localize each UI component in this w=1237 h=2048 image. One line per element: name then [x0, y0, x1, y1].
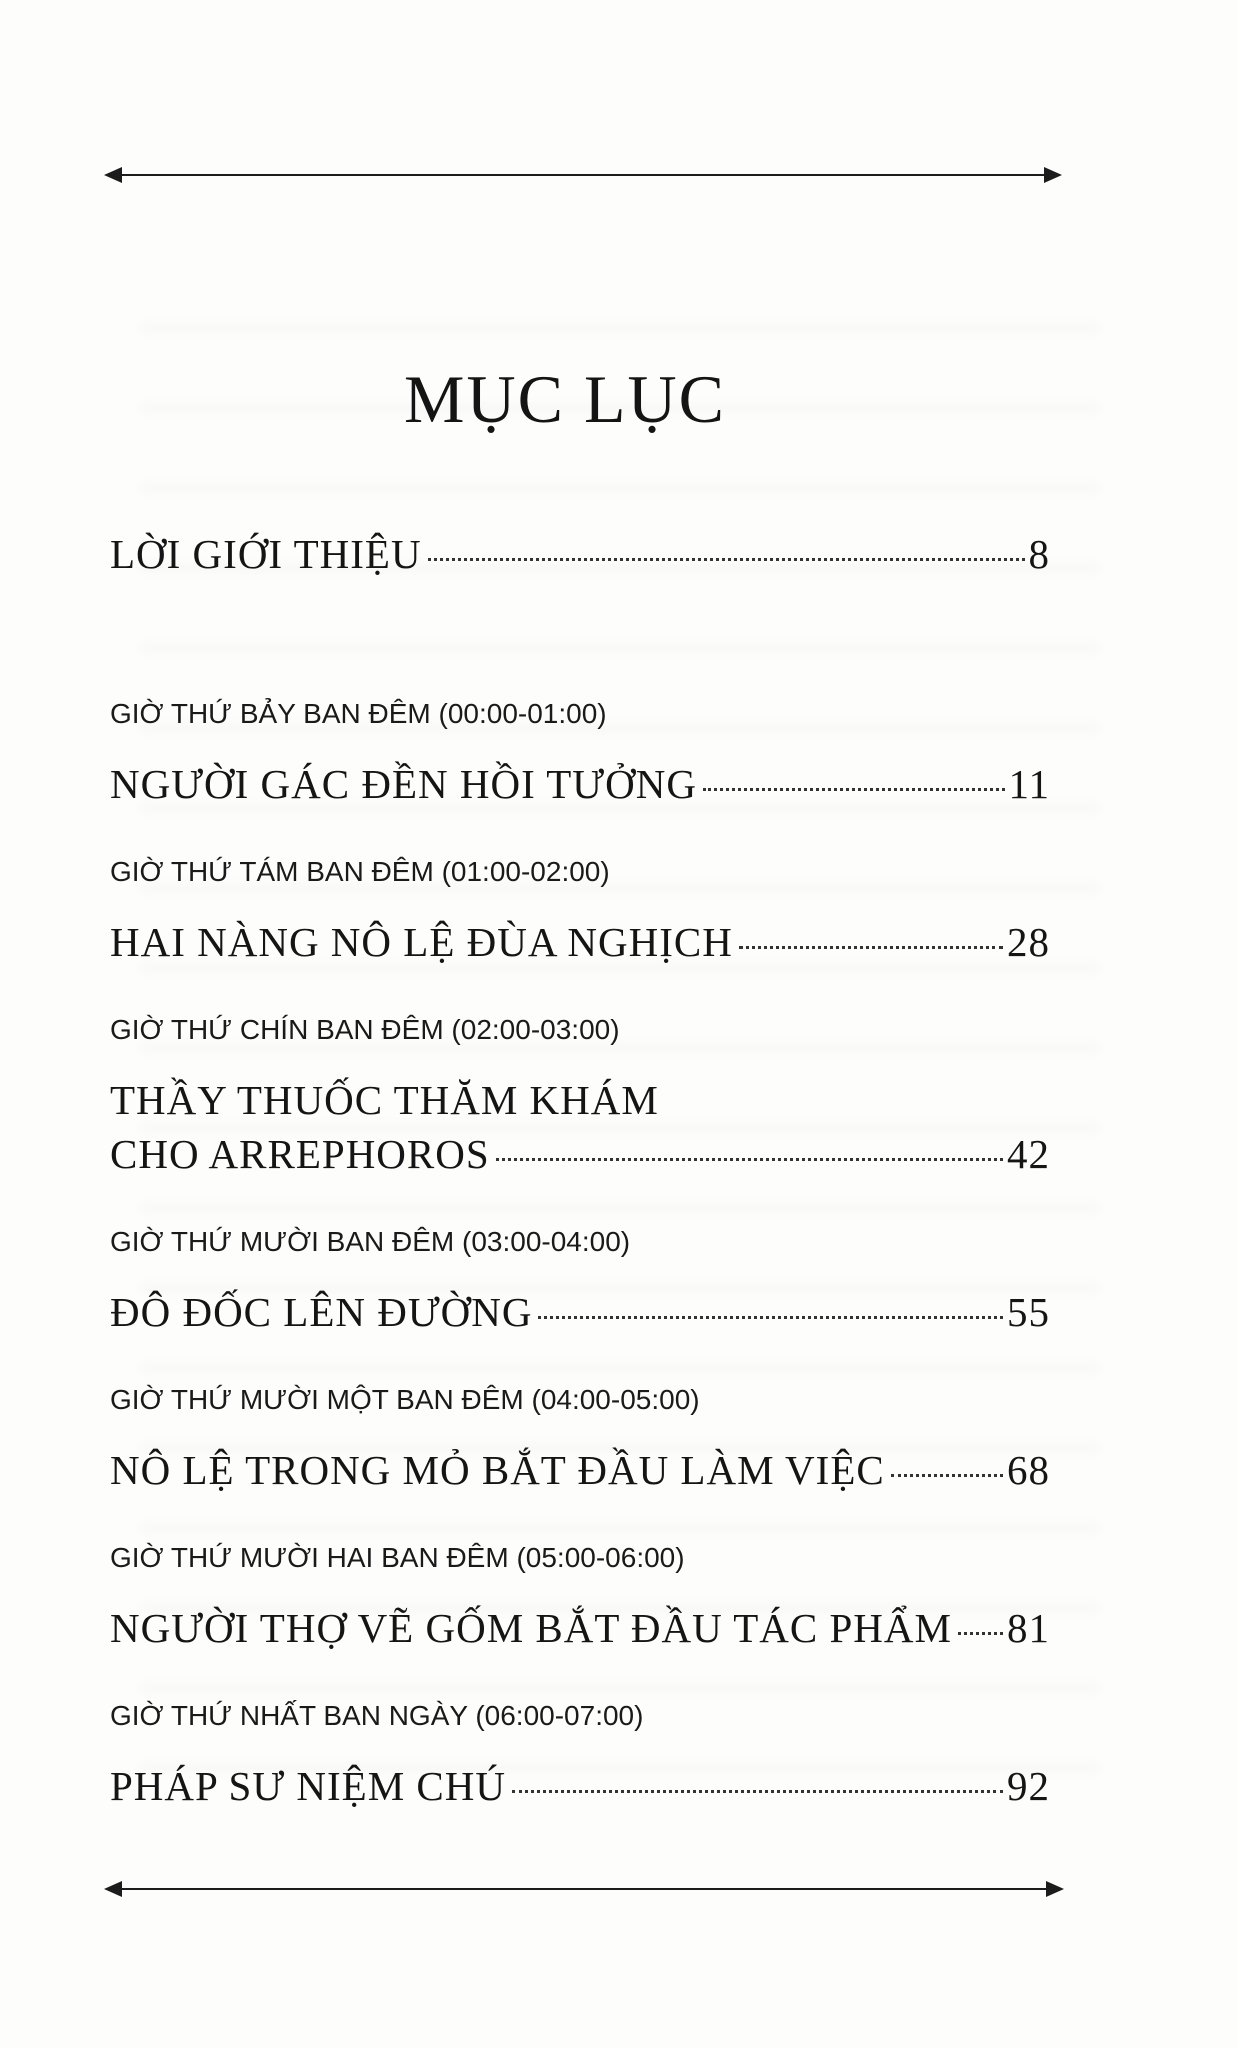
dot-leader — [703, 788, 1005, 791]
section-heading: GIỜ THỨ TÁM BAN ĐÊM (01:00-02:00) — [110, 856, 610, 887]
toc-entry[interactable] — [110, 760, 1050, 808]
entry-title: NÔ LỆ TRONG MỎ BẮT ĐẦU LÀM VIỆC — [110, 1447, 885, 1493]
bottom-arrow-rule — [108, 1888, 1060, 1890]
page-title: MỤC LỤC — [404, 361, 726, 437]
right-arrowhead-icon — [1046, 1881, 1064, 1897]
toc-entry[interactable] — [110, 1077, 1050, 1178]
entry-page-number: 55 — [1007, 1289, 1050, 1335]
entry-title: HAI NÀNG NÔ LỆ ĐÙA NGHỊCH — [110, 919, 733, 965]
right-arrowhead-icon — [1044, 167, 1062, 183]
section-heading: GIỜ THỨ CHÍN BAN ĐÊM (02:00-03:00) — [110, 1014, 620, 1045]
entry-page-number: 8 — [1028, 531, 1050, 577]
left-arrowhead-icon — [104, 1881, 122, 1897]
dot-leader — [891, 1474, 1003, 1477]
toc-entry[interactable] — [110, 1446, 1050, 1494]
section-heading: GIỜ THỨ BẢY BAN ĐÊM (00:00-01:00) — [110, 698, 607, 729]
entry-title: ĐÔ ĐỐC LÊN ĐƯỜNG — [110, 1289, 533, 1335]
entry-page-number: 92 — [1007, 1763, 1050, 1809]
toc-entry[interactable] — [110, 1762, 1050, 1810]
dot-leader — [739, 946, 1003, 949]
dot-leader — [428, 558, 1025, 561]
dot-leader — [496, 1158, 1003, 1161]
toc-entry[interactable] — [110, 1604, 1050, 1652]
entry-title: NGƯỜI GÁC ĐỀN HỒI TƯỞNG — [110, 761, 697, 807]
entry-page-number: 42 — [1007, 1131, 1050, 1177]
dot-leader — [538, 1316, 1003, 1319]
toc-entry[interactable] — [110, 918, 1050, 966]
section-heading: GIỜ THỨ NHẤT BAN NGÀY (06:00-07:00) — [110, 1700, 644, 1731]
section-heading: GIỜ THỨ MƯỜI BAN ĐÊM (03:00-04:00) — [110, 1226, 631, 1257]
toc-entry-intro[interactable] — [110, 530, 1050, 578]
entry-title: LỜI GIỚI THIỆU — [110, 531, 422, 577]
section-heading: GIỜ THỨ MƯỜI MỘT BAN ĐÊM (04:00-05:00) — [110, 1384, 700, 1415]
entry-page-number: 81 — [1007, 1605, 1050, 1651]
top-arrow-rule — [108, 174, 1058, 176]
entry-title-line1: THẦY THUỐC THĂM KHÁM — [110, 1077, 659, 1123]
entry-page-number: 11 — [1008, 761, 1050, 807]
section-heading: GIỜ THỨ MƯỜI HAI BAN ĐÊM (05:00-06:00) — [110, 1542, 685, 1573]
dot-leader — [958, 1632, 1003, 1635]
left-arrowhead-icon — [104, 167, 122, 183]
toc-entry[interactable] — [110, 1288, 1050, 1336]
entry-page-number: 68 — [1007, 1447, 1050, 1493]
dot-leader — [512, 1790, 1003, 1793]
entry-title-line2: CHO ARREPHOROS — [110, 1131, 490, 1177]
entry-page-number: 28 — [1007, 919, 1050, 965]
entry-title: PHÁP SƯ NIỆM CHÚ — [110, 1763, 506, 1809]
entry-title: NGƯỜI THỢ VẼ GỐM BẮT ĐẦU TÁC PHẨM — [110, 1605, 952, 1651]
